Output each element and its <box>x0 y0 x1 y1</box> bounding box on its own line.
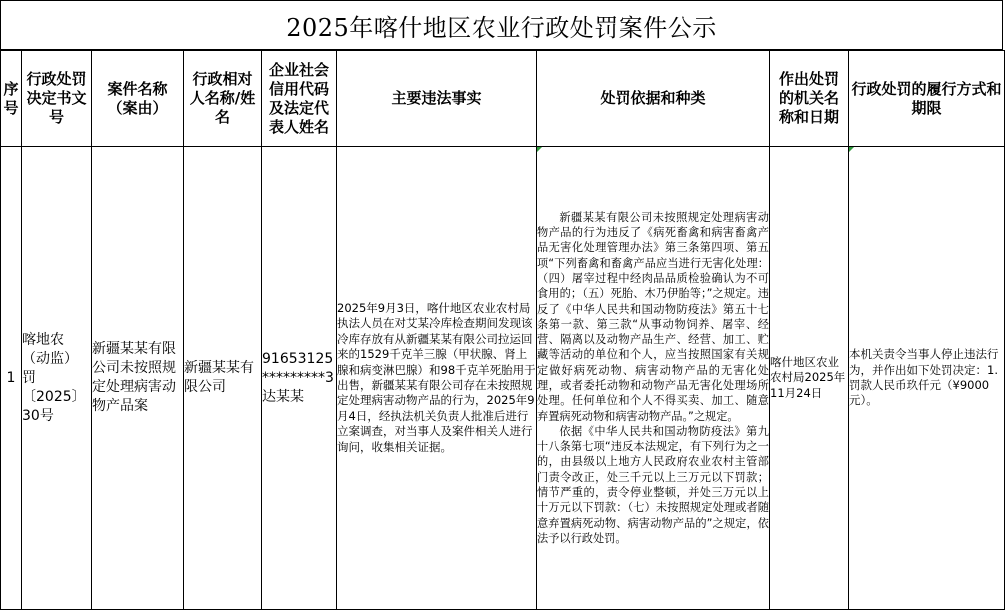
header-seq: 序号 <box>1 51 22 147</box>
cell-facts[interactable]: 2025年9月3日，喀什地区农业农村局执法人员在对艾某冷库检查期间发现该冷库存放有从新疆某某有限公司拉运回来的1529千克羊三腺（甲状腺、肾上腺和病变淋巴腺）和98千克羊死胎用于出售，新疆某某有限公司存在未按照规定处理病害动物产品的行为，2025年9月4日，经执法机关负责人批准后进行立案调查，对当事人及案件相关人进行询问，收集相关证据。 <box>337 147 537 610</box>
penalty-table <box>0 50 1005 610</box>
header-performance: 行政处罚的履行方式和期限 <box>849 51 1005 147</box>
cell-credit-code[interactable]: 91653125*********3达某某 <box>262 147 337 610</box>
cell-case-name[interactable]: 新疆某某有限公司未按照规定处理病害动物产品案 <box>92 147 184 610</box>
header-authority-date: 作出处罚的机关名称和日期 <box>770 51 849 147</box>
header-case-name: 案件名称（案由） <box>92 51 184 147</box>
basis-paragraph-1: 新疆某某有限公司未按照规定处理病害动物产品的行为违反了《病死畜禽和病害畜禽产品无害化处理管理办法》第三条第四项、第五项“下列畜禽和畜禽产品应当进行无害化处理：（四）屠宰过程中经肉品品质检验确认为不可食用的；（五）死胎、木乃伊胎等；”之规定。违反了《中华人民共和国动物防疫法》第五十七条第一款、第三款“从事动物饲养、屠宰、经营、隔离以及动物产品生产、经营、加工、贮藏等活动的单位和个人，应当按照国家有关规定做好病死动物、病害动物产品的无害化处理，或者委托动物和动物产品无害化处理场所处理。任何单位和个人不得买卖、加工、随意弃置病死动物和病害动物产品。”之规定。 <box>537 210 769 423</box>
header-party: 行政相对人名称/姓名 <box>184 51 262 147</box>
cell-seq[interactable]: 1 <box>1 147 22 610</box>
header-credit-code: 企业社会信用代码及法定代表人姓名 <box>262 51 337 147</box>
table-row <box>1 147 1005 610</box>
cell-basis[interactable] <box>537 147 770 610</box>
basis-paragraph-2: 依据《中华人民共和国动物防疫法》第九十八条第七项“违反本法规定，有下列行为之一的，由县级以上地方人民政府农业农村主管部门责令改正，处三千元以上三万元以下罚款；情节严重的，责令停业整顿，并处三万元以上十万元以下罚款：（七）未按照规定处理或者随意弃置病死动物、病害动物产品的”之规定，依法予以行政处罚。 <box>537 424 769 545</box>
header-row <box>1 51 1005 147</box>
header-basis: 处罚依据和种类 <box>537 51 770 147</box>
cell-doc-no[interactable]: 喀地农（动监）罚〔2025〕30号 <box>22 147 92 610</box>
header-doc-no: 行政处罚决定书文号 <box>22 51 92 147</box>
cell-authority-date[interactable]: 喀什地区农业农村局2025年11月24日 <box>770 147 849 610</box>
header-facts: 主要违法事实 <box>337 51 537 147</box>
cell-party[interactable]: 新疆某某有限公司 <box>184 147 262 610</box>
cell-performance[interactable]: 本机关责令当事人停止违法行为，并作出如下处罚决定：1.罚款人民币玖仟元（¥9000元）。 <box>849 147 1005 610</box>
page-title: 2025年喀什地区农业行政处罚案件公示 <box>0 0 1003 50</box>
